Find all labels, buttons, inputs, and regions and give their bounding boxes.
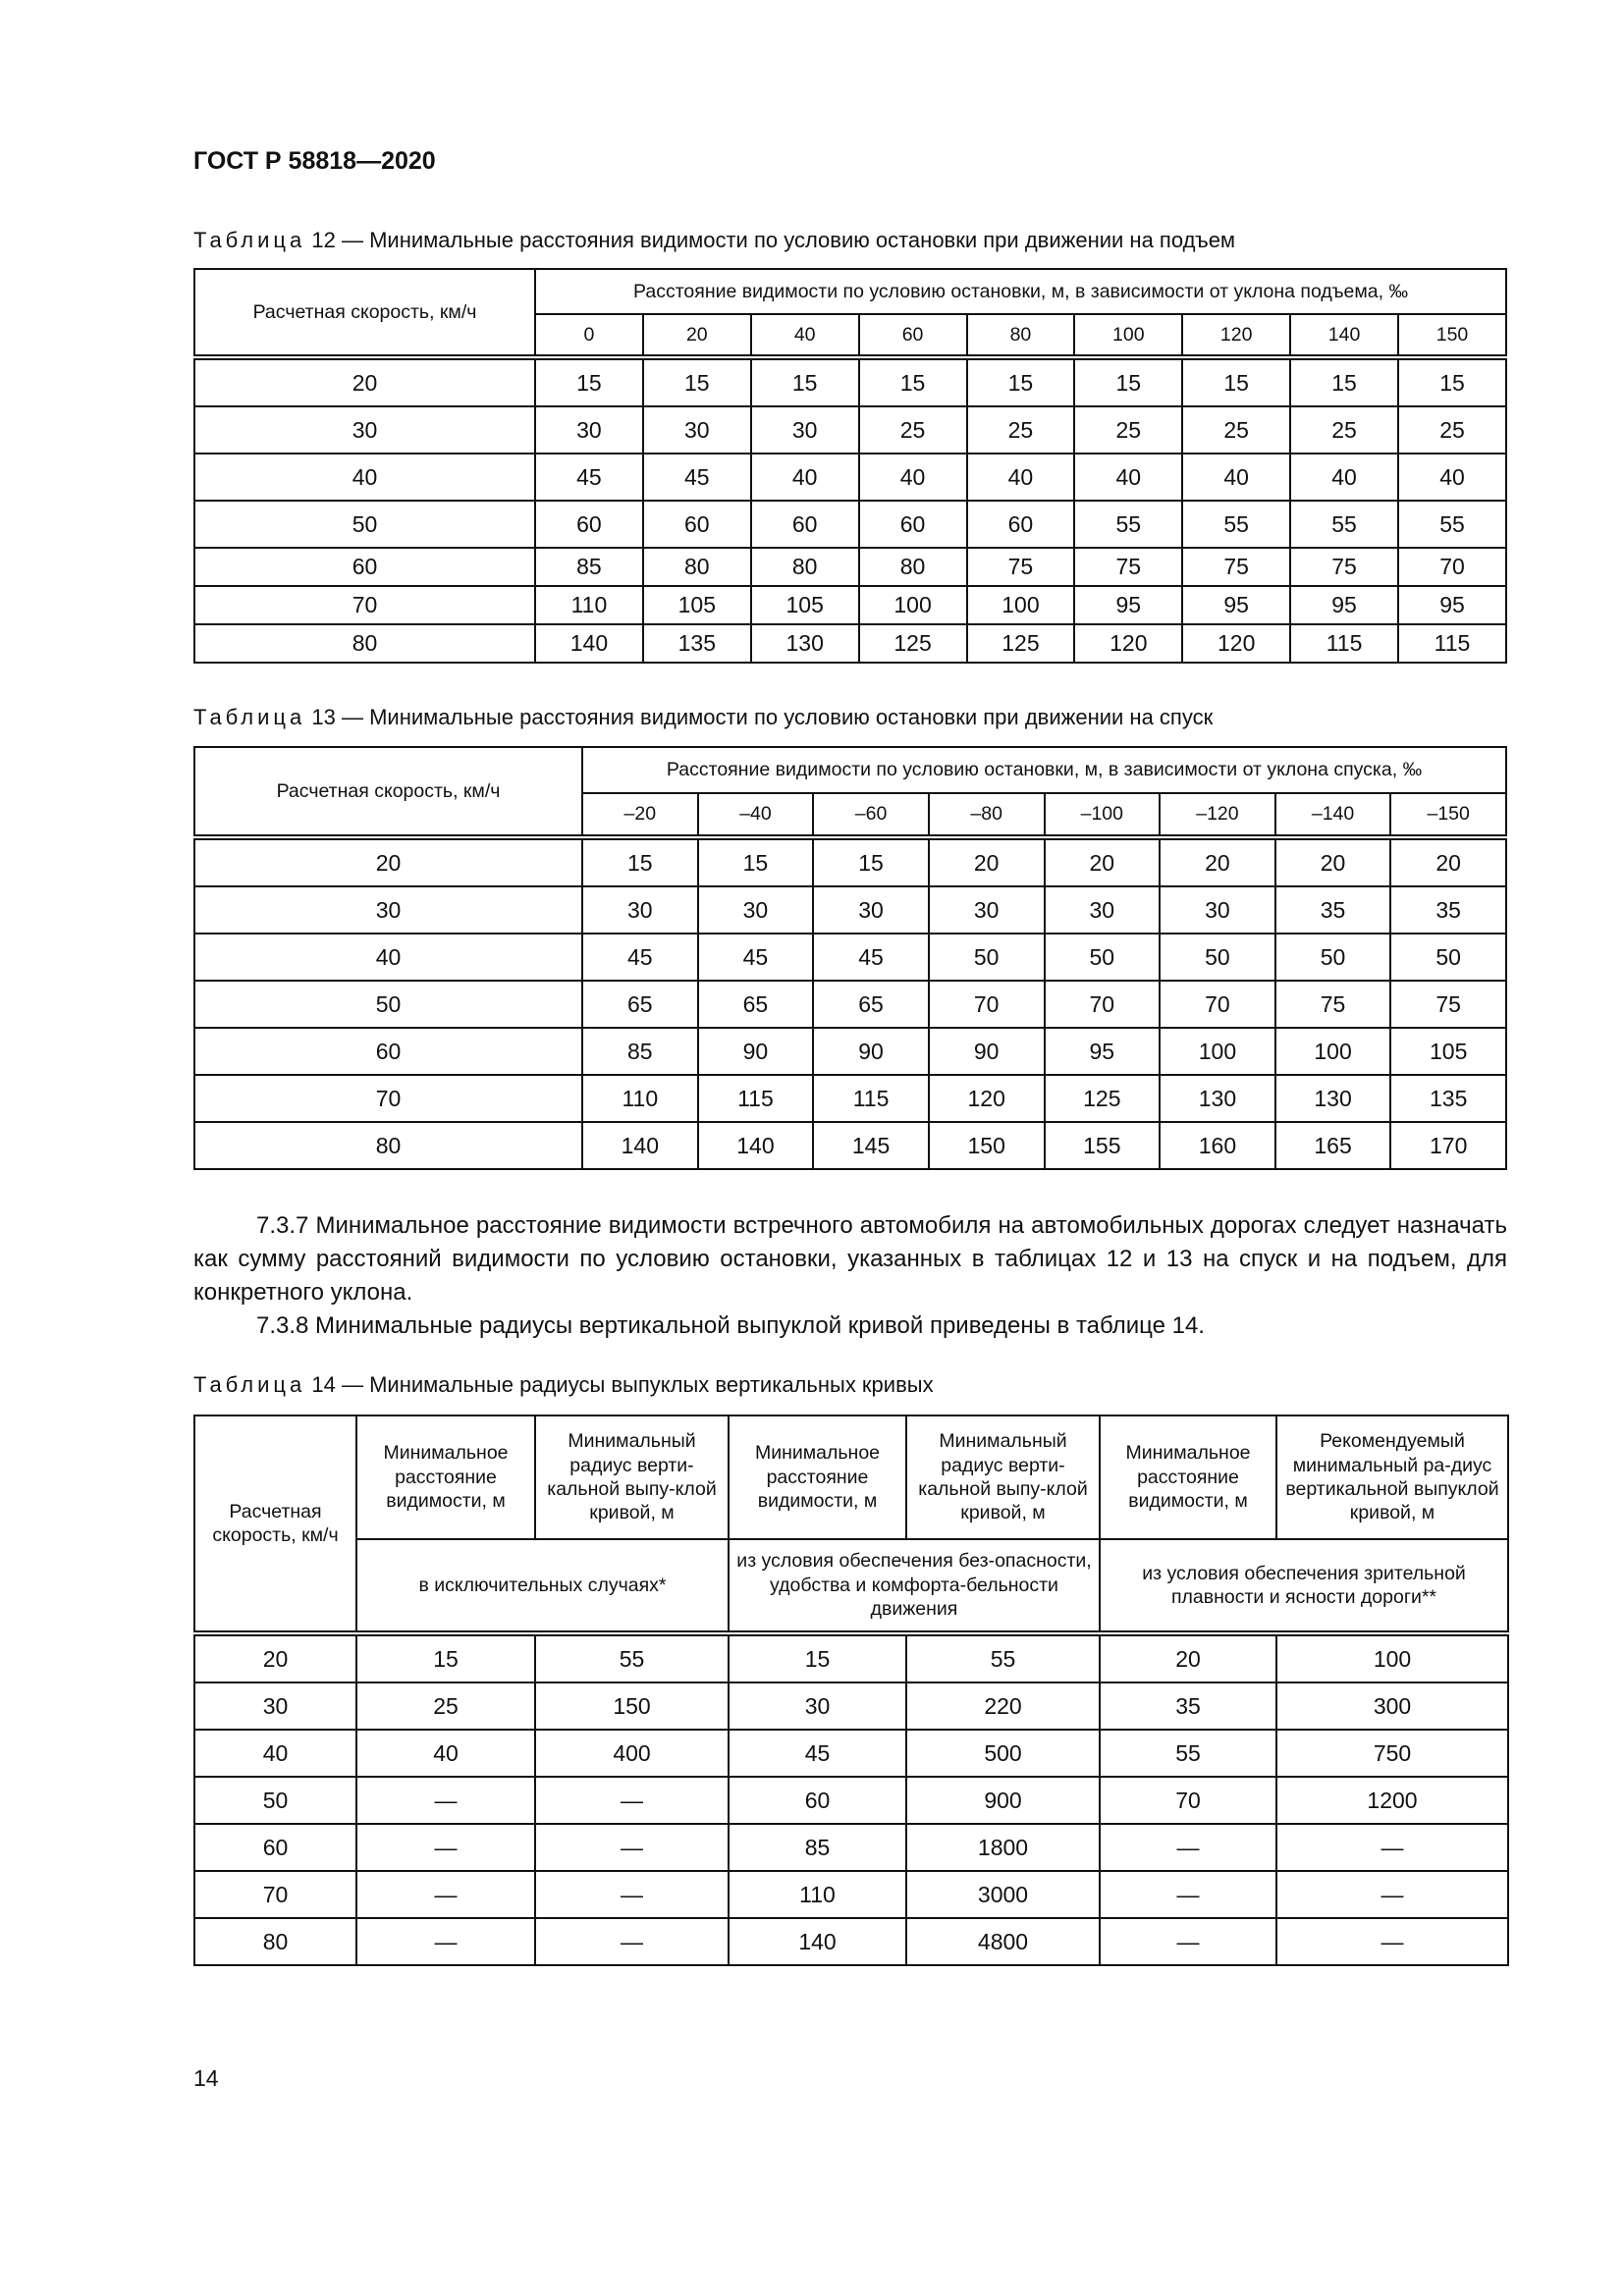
value-cell: 55 [906, 1633, 1100, 1682]
distance-cell: 20 [929, 837, 1045, 886]
column-header: Минимальное расстояние видимости, м [729, 1415, 906, 1539]
distance-cell: 50 [1390, 934, 1506, 981]
value-cell: 55 [1100, 1730, 1276, 1777]
document-header: ГОСТ Р 58818—2020 [193, 147, 436, 175]
table-12-caption [193, 228, 1235, 253]
column-header: Минимальное расстояние видимости, м [356, 1415, 535, 1539]
distance-cell: 130 [1275, 1075, 1391, 1122]
distance-cell: 40 [1182, 454, 1290, 501]
distance-cell: 15 [535, 357, 643, 406]
value-cell: 140 [729, 1918, 906, 1965]
slope-header: 100 [1074, 314, 1182, 357]
value-cell: — [1100, 1918, 1276, 1965]
body-text [193, 1209, 1507, 1343]
distance-cell: 25 [1398, 406, 1506, 454]
slope-group-header: Расстояние видимости по условию остановки, м, в зависимости от уклона спуска, ‰ [582, 747, 1506, 793]
table-row [194, 1075, 1506, 1122]
slope-header: –150 [1390, 793, 1506, 837]
distance-cell: 60 [967, 501, 1075, 548]
column-header: Минимальный радиус верти-кальной выпу-клой кривой, м [535, 1415, 729, 1539]
speed-cell: 40 [194, 454, 535, 501]
table-row [194, 1028, 1506, 1075]
caption-prefix: Таблица [193, 1372, 306, 1397]
value-cell: — [1276, 1824, 1508, 1871]
distance-cell: 25 [1182, 406, 1290, 454]
table-row [194, 1918, 1508, 1965]
speed-column-header: Расчетная скорость, км/ч [194, 269, 535, 357]
table-row [194, 1682, 1508, 1730]
distance-cell: 155 [1045, 1122, 1161, 1169]
paragraph-7-3-8: 7.3.8 Минимальные радиусы вертикальной выпуклой кривой приведены в таблице 14. [256, 1312, 1205, 1339]
distance-cell: 20 [1275, 837, 1391, 886]
distance-cell: 75 [1390, 981, 1506, 1028]
distance-cell: 110 [535, 586, 643, 624]
value-cell: — [1276, 1871, 1508, 1918]
distance-cell: 15 [813, 837, 929, 886]
speed-cell: 60 [194, 1028, 582, 1075]
value-cell: 500 [906, 1730, 1100, 1777]
slope-header: –120 [1160, 793, 1275, 837]
value-cell: — [356, 1871, 535, 1918]
caption-text: 12 — Минимальные расстояния видимости по условию остановки при движении на подъем [305, 228, 1236, 252]
value-cell: 45 [729, 1730, 906, 1777]
distance-cell: 40 [1398, 454, 1506, 501]
distance-cell: 15 [643, 357, 751, 406]
distance-cell: 110 [582, 1075, 698, 1122]
distance-cell: 30 [582, 886, 698, 934]
distance-cell: 135 [1390, 1075, 1506, 1122]
table-row [194, 357, 1506, 406]
distance-cell: 85 [535, 548, 643, 586]
table-14-caption [193, 1372, 934, 1398]
distance-cell: 25 [1074, 406, 1182, 454]
value-cell: 25 [356, 1682, 535, 1730]
distance-cell: 65 [813, 981, 929, 1028]
distance-cell: 15 [582, 837, 698, 886]
distance-cell: 75 [1275, 981, 1391, 1028]
distance-cell: 55 [1398, 501, 1506, 548]
speed-cell: 30 [194, 1682, 356, 1730]
speed-cell: 80 [194, 1918, 356, 1965]
distance-cell: 80 [859, 548, 967, 586]
distance-cell: 100 [967, 586, 1075, 624]
value-cell: — [1100, 1824, 1276, 1871]
distance-cell: 55 [1074, 501, 1182, 548]
table-row [194, 934, 1506, 981]
speed-cell: 40 [194, 934, 582, 981]
speed-cell: 20 [194, 837, 582, 886]
distance-cell: 45 [535, 454, 643, 501]
slope-header: 60 [859, 314, 967, 357]
value-cell: 110 [729, 1871, 906, 1918]
speed-cell: 80 [194, 624, 535, 663]
table-row [194, 454, 1506, 501]
distance-cell: 95 [1045, 1028, 1161, 1075]
value-cell: 750 [1276, 1730, 1508, 1777]
distance-cell: 105 [1390, 1028, 1506, 1075]
table-13 [193, 746, 1507, 1170]
distance-cell: 50 [1045, 934, 1161, 981]
table-13-caption [193, 705, 1213, 730]
table-row [194, 586, 1506, 624]
value-cell: 20 [1100, 1633, 1276, 1682]
paragraph-7-3-7: 7.3.7 Минимальное расстояние видимости встречного автомобиля на автомобильных дорогах следует назначать как сумму расстояний видимости по условию остановки, указанных в таблицах 12 и 13 на спуск и на подъем, для конкретного уклона. [193, 1212, 1507, 1306]
speed-cell: 20 [194, 1633, 356, 1682]
distance-cell: 30 [643, 406, 751, 454]
distance-cell: 120 [929, 1075, 1045, 1122]
distance-cell: 35 [1275, 886, 1391, 934]
slope-header: 40 [751, 314, 859, 357]
value-cell: 3000 [906, 1871, 1100, 1918]
distance-cell: 50 [929, 934, 1045, 981]
caption-prefix: Таблица [193, 705, 306, 729]
value-cell: 1200 [1276, 1777, 1508, 1824]
slope-header: 20 [643, 314, 751, 357]
distance-cell: 100 [1160, 1028, 1275, 1075]
distance-cell: 75 [1074, 548, 1182, 586]
distance-cell: 100 [859, 586, 967, 624]
speed-cell: 60 [194, 1824, 356, 1871]
distance-cell: 120 [1182, 624, 1290, 663]
distance-cell: 150 [929, 1122, 1045, 1169]
distance-cell: 140 [698, 1122, 814, 1169]
table-row [194, 548, 1506, 586]
distance-cell: 35 [1390, 886, 1506, 934]
distance-cell: 50 [1160, 934, 1275, 981]
distance-cell: 40 [967, 454, 1075, 501]
distance-cell: 95 [1398, 586, 1506, 624]
value-cell: 4800 [906, 1918, 1100, 1965]
value-cell: 220 [906, 1682, 1100, 1730]
distance-cell: 20 [1160, 837, 1275, 886]
distance-cell: 125 [1045, 1075, 1161, 1122]
distance-cell: 15 [751, 357, 859, 406]
value-cell: 15 [729, 1633, 906, 1682]
distance-cell: 60 [859, 501, 967, 548]
speed-cell: 50 [194, 501, 535, 548]
distance-cell: 70 [1160, 981, 1275, 1028]
distance-cell: 80 [751, 548, 859, 586]
table-row [194, 1777, 1508, 1824]
speed-cell: 50 [194, 1777, 356, 1824]
slope-header: 150 [1398, 314, 1506, 357]
slope-header: –80 [929, 793, 1045, 837]
speed-cell: 40 [194, 1730, 356, 1777]
distance-cell: 20 [1045, 837, 1161, 886]
distance-cell: 125 [859, 624, 967, 663]
distance-cell: 75 [1290, 548, 1398, 586]
distance-cell: 120 [1074, 624, 1182, 663]
page-number: 14 [193, 2065, 219, 2091]
group-header-exceptional: в исключительных случаях* [356, 1539, 729, 1633]
value-cell: — [535, 1824, 729, 1871]
speed-cell: 70 [194, 1871, 356, 1918]
table-row [194, 1871, 1508, 1918]
distance-cell: 115 [1398, 624, 1506, 663]
value-cell: — [356, 1824, 535, 1871]
value-cell: — [356, 1777, 535, 1824]
value-cell: 40 [356, 1730, 535, 1777]
distance-cell: 30 [535, 406, 643, 454]
table-row [194, 981, 1506, 1028]
distance-cell: 105 [751, 586, 859, 624]
distance-cell: 30 [751, 406, 859, 454]
table-row [194, 886, 1506, 934]
distance-cell: 70 [1398, 548, 1506, 586]
distance-cell: 30 [698, 886, 814, 934]
table-row [194, 624, 1506, 663]
distance-cell: 45 [643, 454, 751, 501]
distance-cell: 45 [813, 934, 929, 981]
value-cell: 30 [729, 1682, 906, 1730]
distance-cell: 170 [1390, 1122, 1506, 1169]
value-cell: — [535, 1918, 729, 1965]
slope-header: –100 [1045, 793, 1161, 837]
table-row [194, 1730, 1508, 1777]
value-cell: 300 [1276, 1682, 1508, 1730]
value-cell: 60 [729, 1777, 906, 1824]
distance-cell: 140 [582, 1122, 698, 1169]
speed-cell: 70 [194, 1075, 582, 1122]
distance-cell: 40 [1074, 454, 1182, 501]
distance-cell: 115 [813, 1075, 929, 1122]
column-header: Рекомендуемый минимальный ра-диус вертикальной выпуклой кривой, м [1276, 1415, 1508, 1539]
distance-cell: 25 [859, 406, 967, 454]
value-cell: 70 [1100, 1777, 1276, 1824]
distance-cell: 90 [929, 1028, 1045, 1075]
distance-cell: 115 [1290, 624, 1398, 663]
distance-cell: 100 [1275, 1028, 1391, 1075]
distance-cell: 50 [1275, 934, 1391, 981]
distance-cell: 70 [929, 981, 1045, 1028]
caption-text: 14 — Минимальные радиусы выпуклых вертикальных кривых [305, 1372, 934, 1397]
distance-cell: 15 [967, 357, 1075, 406]
speed-cell: 60 [194, 548, 535, 586]
value-cell: — [535, 1777, 729, 1824]
table-row [194, 406, 1506, 454]
distance-cell: 25 [967, 406, 1075, 454]
distance-cell: 15 [1074, 357, 1182, 406]
column-header: Минимальное расстояние видимости, м [1100, 1415, 1276, 1539]
distance-cell: 65 [698, 981, 814, 1028]
distance-cell: 55 [1290, 501, 1398, 548]
slope-header: –60 [813, 793, 929, 837]
distance-cell: 45 [698, 934, 814, 981]
slope-header: –40 [698, 793, 814, 837]
distance-cell: 60 [751, 501, 859, 548]
table-row [194, 837, 1506, 886]
group-header-visual: из условия обеспечения зрительной плавности и ясности дороги** [1100, 1539, 1508, 1633]
distance-cell: 95 [1074, 586, 1182, 624]
distance-cell: 90 [813, 1028, 929, 1075]
distance-cell: 145 [813, 1122, 929, 1169]
slope-header: 140 [1290, 314, 1398, 357]
distance-cell: 40 [1290, 454, 1398, 501]
value-cell: 150 [535, 1682, 729, 1730]
distance-cell: 15 [1182, 357, 1290, 406]
caption-prefix: Таблица [193, 228, 306, 252]
slope-header: 80 [967, 314, 1075, 357]
distance-cell: 30 [813, 886, 929, 934]
distance-cell: 140 [535, 624, 643, 663]
table-row [194, 1122, 1506, 1169]
distance-cell: 85 [582, 1028, 698, 1075]
distance-cell: 40 [859, 454, 967, 501]
speed-cell: 80 [194, 1122, 582, 1169]
distance-cell: 160 [1160, 1122, 1275, 1169]
distance-cell: 15 [698, 837, 814, 886]
distance-cell: 15 [1398, 357, 1506, 406]
slope-header: 120 [1182, 314, 1290, 357]
value-cell: 400 [535, 1730, 729, 1777]
value-cell: 100 [1276, 1633, 1508, 1682]
speed-cell: 30 [194, 406, 535, 454]
value-cell: — [1100, 1871, 1276, 1918]
distance-cell: 30 [1160, 886, 1275, 934]
speed-column-header: Расчетная скорость, км/ч [194, 1415, 356, 1633]
value-cell: 55 [535, 1633, 729, 1682]
slope-header: –140 [1275, 793, 1391, 837]
value-cell: 1800 [906, 1824, 1100, 1871]
distance-cell: 75 [967, 548, 1075, 586]
value-cell: — [1276, 1918, 1508, 1965]
distance-cell: 125 [967, 624, 1075, 663]
distance-cell: 70 [1045, 981, 1161, 1028]
distance-cell: 30 [1045, 886, 1161, 934]
distance-cell: 90 [698, 1028, 814, 1075]
slope-header: –20 [582, 793, 698, 837]
distance-cell: 105 [643, 586, 751, 624]
distance-cell: 25 [1290, 406, 1398, 454]
distance-cell: 80 [643, 548, 751, 586]
distance-cell: 75 [1182, 548, 1290, 586]
distance-cell: 130 [1160, 1075, 1275, 1122]
distance-cell: 55 [1182, 501, 1290, 548]
caption-text: 13 — Минимальные расстояния видимости по условию остановки при движении на спуск [305, 705, 1214, 729]
value-cell: — [356, 1918, 535, 1965]
value-cell: 15 [356, 1633, 535, 1682]
distance-cell: 30 [929, 886, 1045, 934]
distance-cell: 130 [751, 624, 859, 663]
value-cell: 35 [1100, 1682, 1276, 1730]
distance-cell: 65 [582, 981, 698, 1028]
distance-cell: 15 [859, 357, 967, 406]
speed-cell: 70 [194, 586, 535, 624]
column-header: Минимальный радиус верти-кальной выпу-клой кривой, м [906, 1415, 1100, 1539]
table-12 [193, 268, 1507, 664]
table-row [194, 1633, 1508, 1682]
distance-cell: 60 [643, 501, 751, 548]
distance-cell: 95 [1290, 586, 1398, 624]
distance-cell: 45 [582, 934, 698, 981]
speed-cell: 20 [194, 357, 535, 406]
distance-cell: 15 [1290, 357, 1398, 406]
slope-header: 0 [535, 314, 643, 357]
distance-cell: 95 [1182, 586, 1290, 624]
distance-cell: 115 [698, 1075, 814, 1122]
group-header-safety: из условия обеспечения без-опасности, удобства и комфорта-бельности движения [729, 1539, 1100, 1633]
value-cell: 900 [906, 1777, 1100, 1824]
table-14 [193, 1415, 1509, 1966]
table-row [194, 1824, 1508, 1871]
distance-cell: 40 [751, 454, 859, 501]
slope-group-header: Расстояние видимости по условию остановки, м, в зависимости от уклона подъема, ‰ [535, 269, 1506, 314]
value-cell: — [535, 1871, 729, 1918]
distance-cell: 165 [1275, 1122, 1391, 1169]
value-cell: 85 [729, 1824, 906, 1871]
speed-cell: 50 [194, 981, 582, 1028]
distance-cell: 135 [643, 624, 751, 663]
distance-cell: 60 [535, 501, 643, 548]
table-row [194, 501, 1506, 548]
speed-cell: 30 [194, 886, 582, 934]
speed-column-header: Расчетная скорость, км/ч [194, 747, 582, 837]
distance-cell: 20 [1390, 837, 1506, 886]
